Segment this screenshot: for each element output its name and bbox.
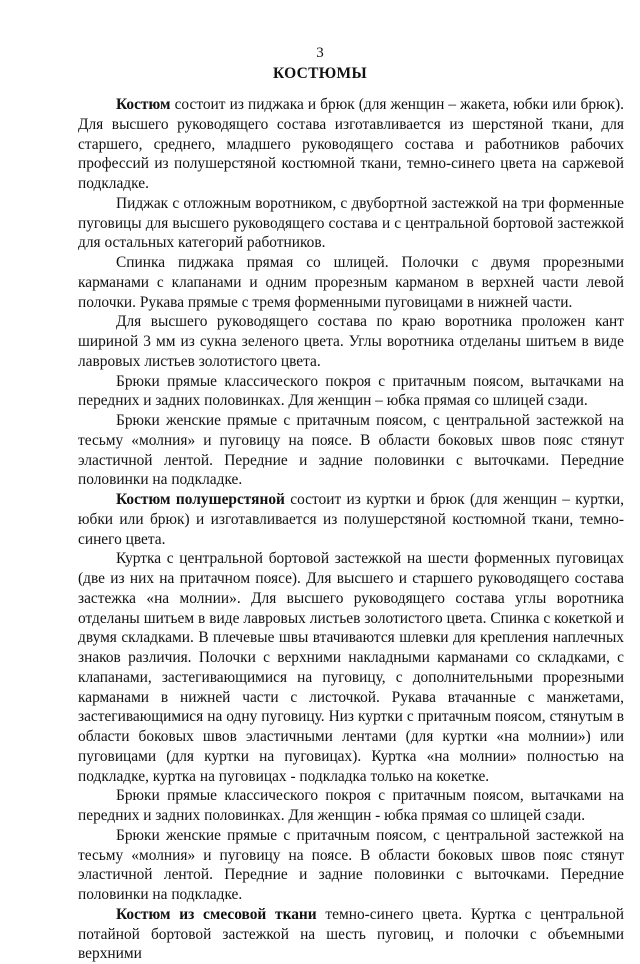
- paragraph-text: Спинка пиджака прямая со шлицей. Полочки с двумя прорезными карманами с клапанами и одним прорезным карманом в верхней части левой полочки. Рукава прямые с тремя форменными пуговицами в нижней части.: [78, 254, 624, 311]
- paragraph-text: Для высшего руководящего состава по краю воротника проложен кант шириной 3 мм из сукна зеленого цвета. Углы воротника отделаны шитьем в виде лавровых листьев золотистого цвета.: [78, 313, 624, 370]
- paragraph: [78, 826, 624, 905]
- paragraph-text: темно-синего цвета. Куртка с центральной потайной бортовой застежкой на шесть пуговиц, и полочки с объемными верхними: [78, 905, 624, 963]
- paragraph-text: состоит из куртки и брюк (для женщин – куртки, юбки или брюк) и изготавливается из полушерстяной костюмной ткани, темно-синего цвета.: [78, 491, 624, 548]
- paragraph-text: Брюки прямые классического покроя с притачным поясом, вытачками на передних и задних половинках. Для женщин - юбка прямая со шлицей сзади.: [78, 787, 624, 824]
- paragraph: [78, 194, 624, 253]
- paragraph: [78, 95, 624, 194]
- paragraph-text: Брюки женские прямые с притачным поясом, с центральной застежкой на тесьму «молния» и пуговицу на поясе. В области боковых швов пояс стянут эластичной лентой. Передние и задние половинки с выточками. Передние половинки на подкладке.: [78, 412, 624, 489]
- paragraph-lead: Костюм из смесовой ткани: [116, 905, 317, 923]
- paragraph: [78, 411, 624, 490]
- paragraph: [78, 490, 624, 549]
- paragraph: [78, 786, 624, 826]
- paragraph-text: Брюки прямые классического покроя с притачным поясом, вытачками на передних и задних половинках. Для женщин – юбка прямая со шлицей сзади.: [78, 372, 624, 410]
- paragraph: [78, 549, 624, 786]
- paragraph: [78, 905, 624, 964]
- paragraph-text: Брюки женские прямые с притачным поясом, с центральной застежкой на тесьму «молния» и пуговицу на поясе. В области боковых швов пояс стянут эластичной лентой. Передние и задние половинки с выточками. Передние половинки на подкладке.: [78, 826, 624, 903]
- paragraph-text: Пиджак с отложным воротником, с двубортной застежкой на три форменные пуговицы для высшего руководящего состава и с центральной бортовой застежкой для остальных категорий работников.: [78, 194, 624, 252]
- paragraph: [78, 372, 624, 412]
- paragraph: [78, 253, 624, 312]
- page-number: 3: [316, 45, 324, 61]
- paragraph: [78, 312, 624, 371]
- document-body: [78, 95, 624, 964]
- document-title: КОСТЮМЫ: [272, 65, 368, 82]
- paragraph-text: состоит из пиджака и брюк (для женщин – жакета, юбки или брюк). Для высшего руководящего состава изготавливается из шерстяной ткани, для старшего, среднего, младшего руководящего состава и работников рабочих профессий из полушерстяной костюмной ткани, темно-синего цвета на саржевой подкладке.: [78, 96, 624, 192]
- paragraph-text: Куртка с центральной бортовой застежкой на шести форменных пуговицах (две из них на притачном поясе). Для высшего и старшего руководящего состава застежка «на молнии». Для высшего руководящего состава углы воротника отделаны шитьем в виде лавровых листьев золотистого цвета. Спинка с кокеткой и двумя складками. В плечевые швы втачиваются шлевки для крепления наплечных знаков различия. Полочки с верхними накладными карманами со складками, с клапанами, застегивающимися на пуговицу, с дополнительными прорезными карманами в нижней части с листочкой. Рукава втачанные с манжетами, застегивающимися на одну пуговицу. Низ куртки с притачным поясом, стянутым в области боковых швов эластичными лентами (для куртки «на молнии») или пуговицами (для куртки на пуговицах). Куртка «на молнии» полностью на подкладке, куртка на пуговицах - подкладка только на кокетке.: [78, 550, 624, 785]
- paragraph-lead: Костюм: [116, 96, 171, 113]
- paragraph-lead: Костюм полушерстяной: [116, 491, 285, 508]
